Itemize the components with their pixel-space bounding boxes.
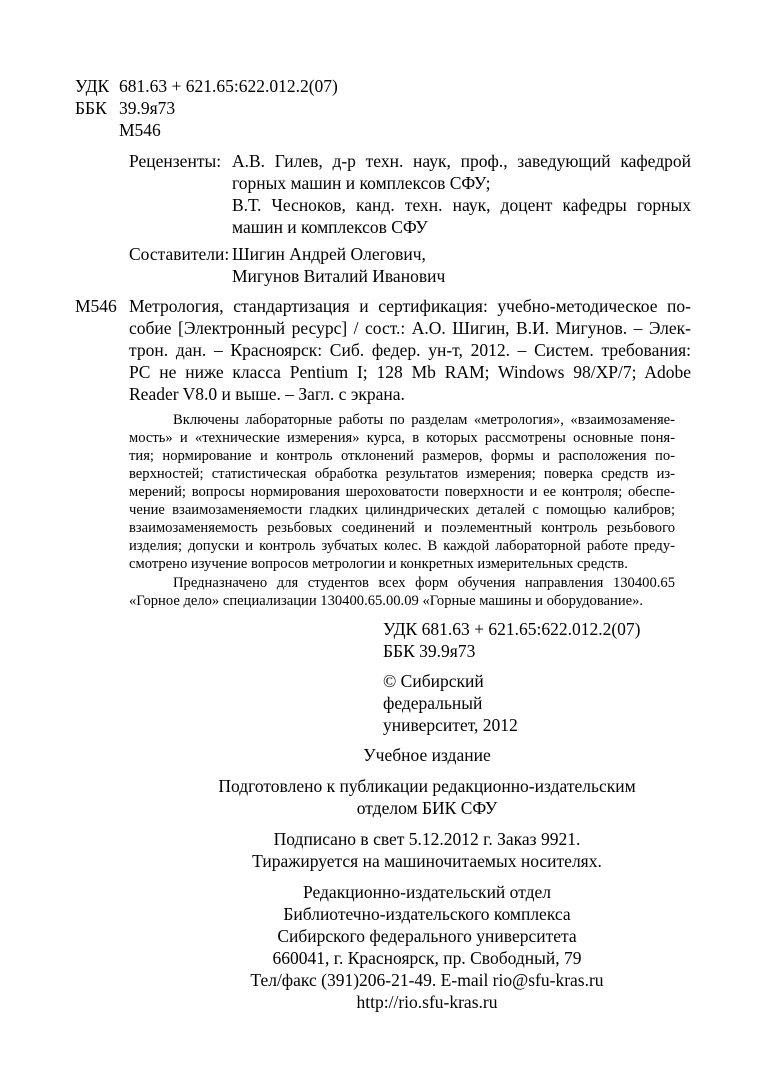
publisher-address: 660041, г. Красноярск, пр. Свободный, 79 bbox=[272, 948, 582, 968]
purpose-line: Предназначено для студентов всех форм обучения направления 130400.65 bbox=[173, 575, 675, 591]
copyright-line: университет, 2012 bbox=[383, 715, 518, 735]
publisher-line: Сибирского федерального университета bbox=[277, 926, 577, 946]
abstract-line: изделия; допуски и контроль зубчатых колес. В каждой лабораторной работе преду- bbox=[129, 538, 675, 554]
bibliographic-line: собие [Электронный ресурс] / сост.: А.О. Шигин, В.И. Мигунов. – Элек- bbox=[129, 318, 691, 338]
edition-type: Учебное издание bbox=[363, 745, 491, 765]
bibliographic-code: М546 bbox=[75, 296, 117, 316]
bbk-label: ББК bbox=[75, 98, 107, 118]
compilers-label: Составители: bbox=[129, 244, 230, 264]
publisher-line: Редакционно-издательский отдел bbox=[302, 882, 552, 902]
bbk-value: 39.9я73 bbox=[119, 98, 176, 118]
abstract-line: мерений; вопросы нормирования шероховатости поверхности и ее контроля; обеспе- bbox=[129, 484, 675, 500]
bibliographic-line: Метрология, стандартизация и сертификация: учебно-методическое по- bbox=[129, 296, 691, 316]
compiler-name: Шигин Андрей Олегович, bbox=[232, 244, 426, 264]
classification-udk: УДК 681.63 + 621.65:622.012.2(07) bbox=[383, 619, 641, 639]
bibliographic-line: PC не ниже класса Pentium I; 128 Mb RAM; Windows 98/XP/7; Adobe bbox=[129, 362, 691, 382]
publisher-website: http://rio.sfu-kras.ru bbox=[356, 992, 498, 1012]
copyright-line: © Сибирский bbox=[383, 671, 484, 691]
bibliographic-line: трон. дан. – Красноярск: Сиб. федер. ун-т, 2012. – Систем. требования: bbox=[129, 340, 691, 360]
abstract-line: Включены лабораторные работы по разделам «метрология», «взаимозаменяе- bbox=[173, 412, 675, 428]
classification-bbk: ББК 39.9я73 bbox=[383, 641, 476, 661]
compiler-name: Мигунов Виталий Иванович bbox=[232, 266, 446, 286]
udk-value: 681.63 + 621.65:622.012.2(07) bbox=[119, 76, 338, 96]
abstract-line: тия; нормирование и контроль отклонений размеров, формы и расположения по- bbox=[129, 448, 675, 464]
purpose-line: «Горное дело» специализации 130400.65.00.09 «Горные машины и оборудование». bbox=[129, 593, 644, 609]
abstract-line: верхностей; статистическая обработка результатов измерения; поверка средств из- bbox=[129, 466, 675, 482]
copyright-line: федеральный bbox=[383, 693, 483, 713]
signed-line: Тиражируется на машиночитаемых носителях. bbox=[252, 851, 602, 871]
reviewer-line: В.Т. Чесноков, канд. техн. наук, доцент кафедры горных bbox=[232, 195, 691, 215]
bibliographic-line: Reader V8.0 и выше. – Загл. с экрана. bbox=[129, 384, 405, 404]
abstract-line: взаимозаменяемость резьбовых соединений и поэлементный контроль резьбового bbox=[129, 520, 675, 536]
abstract-line: мость» и «технические измерения» курса, в которых рассмотрены основные поня- bbox=[129, 430, 675, 446]
publisher-line: Библиотечно-издательского комплекса bbox=[283, 904, 571, 924]
reviewer-line: машин и комплексов СФУ bbox=[232, 217, 428, 237]
signed-line: Подписано в свет 5.12.2012 г. Заказ 9921. bbox=[273, 829, 581, 849]
reviewer-line: А.В. Гилев, д-р техн. наук, проф., заведующий кафедрой bbox=[232, 151, 691, 171]
prepared-line: отделом БИК СФУ bbox=[356, 798, 498, 818]
reviewer-line: горных машин и комплексов СФУ; bbox=[232, 173, 491, 193]
publisher-contacts: Тел/факс (391)206-21-49. E-mail rio@sfu-kras.ru bbox=[250, 970, 604, 990]
prepared-line: Подготовлено к публикации редакционно-издательским bbox=[218, 776, 636, 796]
abstract-line: чение взаимозаменяемости гладких цилиндрических деталей с помощью калибров; bbox=[129, 502, 675, 518]
abstract-line: смотрено изучение вопросов метрологии и конкретных измерительных средств. bbox=[129, 556, 628, 572]
author-mark-code: М546 bbox=[119, 120, 161, 140]
reviewers-label: Рецензенты: bbox=[129, 151, 222, 171]
udk-label: УДК bbox=[75, 76, 110, 96]
